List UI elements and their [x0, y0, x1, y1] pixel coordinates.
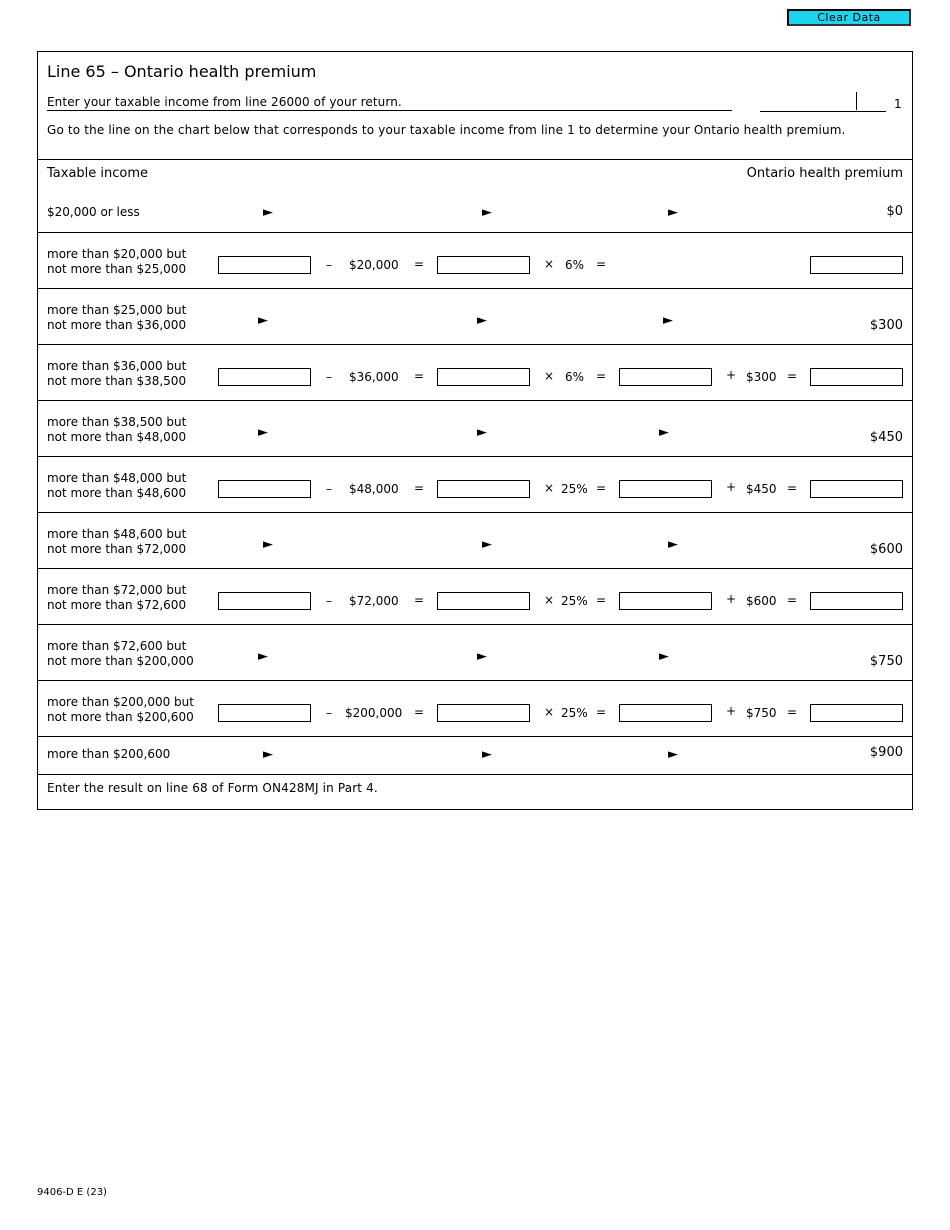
premium-input[interactable] — [810, 592, 903, 610]
premium-amount: $0 — [886, 204, 903, 219]
premium-input[interactable] — [810, 368, 903, 386]
equals-sign: = — [596, 257, 607, 271]
premium-amount: $300 — [869, 318, 903, 333]
income-input[interactable] — [218, 592, 311, 610]
times-sign: × — [544, 257, 555, 271]
income-input[interactable] — [218, 256, 311, 274]
arrow-icon: ► — [659, 425, 669, 440]
bracket-row-5 — [38, 457, 912, 513]
bracket-row-2 — [38, 289, 912, 345]
equals-sign: = — [414, 705, 425, 719]
threshold-amount: $36,000 — [349, 370, 399, 384]
minus-sign: – — [326, 482, 332, 496]
bracket-row-0 — [38, 159, 912, 233]
arrow-icon: ► — [482, 205, 492, 220]
equals-sign: = — [414, 481, 425, 495]
equals-sign: = — [414, 593, 425, 607]
base-amount: $300 — [746, 370, 777, 384]
threshold-amount: $20,000 — [349, 258, 399, 272]
arrow-icon: ► — [263, 747, 273, 762]
rate: 6% — [565, 370, 585, 384]
equals-sign: = — [596, 369, 607, 383]
excess-input[interactable] — [437, 368, 530, 386]
bracket-row-3 — [38, 345, 912, 401]
arrow-icon: ► — [668, 205, 678, 220]
form-footer — [38, 775, 912, 809]
equals-sign: = — [787, 481, 798, 495]
bracket-label: more than $20,000 but not more than $25,000 — [47, 247, 187, 276]
minus-sign: – — [326, 706, 332, 720]
bracket-label: more than $48,000 but not more than $48,600 — [47, 471, 187, 500]
excess-input[interactable] — [437, 592, 530, 610]
premium-calc-input[interactable] — [619, 704, 712, 722]
bracket-row-1 — [38, 233, 912, 289]
plus-sign: + — [726, 592, 737, 606]
rate: 6% — [565, 258, 585, 272]
income-input[interactable] — [218, 480, 311, 498]
premium-amount: $450 — [869, 430, 903, 445]
bracket-label: more than $48,600 but not more than $72,000 — [47, 527, 187, 556]
bracket-row-6 — [38, 513, 912, 569]
bracket-label: $20,000 or less — [47, 205, 140, 219]
ontario-health-premium-form — [37, 51, 913, 810]
excess-input[interactable] — [437, 256, 530, 274]
bracket-label: more than $200,600 — [47, 747, 171, 761]
income-input[interactable] — [218, 704, 311, 722]
arrow-icon: ► — [482, 747, 492, 762]
base-amount: $450 — [746, 482, 777, 496]
arrow-icon: ► — [263, 205, 273, 220]
times-sign: × — [544, 705, 555, 719]
minus-sign: – — [326, 370, 332, 384]
equals-sign: = — [787, 369, 798, 383]
bracket-label: more than $72,000 but not more than $72,600 — [47, 583, 187, 612]
premium-input[interactable] — [810, 704, 903, 722]
threshold-amount: $72,000 — [349, 594, 399, 608]
chart-instruction: Go to the line on the chart below that corresponds to your taxable income from line 1 to determine your Ontario health premium. — [47, 123, 846, 137]
plus-sign: + — [726, 704, 737, 718]
equals-sign: = — [787, 705, 798, 719]
page-title: Line 65 – Ontario health premium — [47, 62, 317, 81]
line-1-number: 1 — [894, 97, 902, 111]
bracket-row-9 — [38, 681, 912, 737]
bracket-row-10 — [38, 737, 912, 775]
health-premium-column-header: Ontario health premium — [746, 166, 903, 181]
premium-input[interactable] — [810, 256, 903, 274]
bracket-label: more than $200,000 but not more than $200,600 — [47, 695, 194, 724]
times-sign: × — [544, 369, 555, 383]
arrow-icon: ► — [477, 425, 487, 440]
bracket-label: more than $72,600 but not more than $200,000 — [47, 639, 194, 668]
arrow-icon: ► — [258, 649, 268, 664]
premium-amount: $900 — [869, 745, 903, 760]
form-header — [38, 52, 912, 160]
equals-sign: = — [414, 257, 425, 271]
equals-sign: = — [414, 369, 425, 383]
equals-sign: = — [596, 705, 607, 719]
rate: 25% — [561, 594, 588, 608]
arrow-icon: ► — [477, 649, 487, 664]
bracket-row-7 — [38, 569, 912, 625]
bracket-label: more than $36,000 but not more than $38,500 — [47, 359, 187, 388]
times-sign: × — [544, 593, 555, 607]
excess-input[interactable] — [437, 480, 530, 498]
arrow-icon: ► — [668, 537, 678, 552]
form-code: 9406-D E (23) — [37, 1187, 107, 1198]
arrow-icon: ► — [482, 537, 492, 552]
premium-amount: $750 — [869, 654, 903, 669]
taxable-income-instruction: Enter your taxable income from line 26000 of your return. — [47, 95, 732, 111]
arrow-icon: ► — [477, 313, 487, 328]
plus-sign: + — [726, 368, 737, 382]
arrow-icon: ► — [663, 313, 673, 328]
minus-sign: – — [326, 594, 332, 608]
bracket-row-4 — [38, 401, 912, 457]
rate: 25% — [561, 706, 588, 720]
premium-calc-input[interactable] — [619, 368, 712, 386]
threshold-amount: $48,000 — [349, 482, 399, 496]
clear-data-button[interactable]: Clear Data — [787, 9, 911, 26]
plus-sign: + — [726, 480, 737, 494]
arrow-icon: ► — [659, 649, 669, 664]
arrow-icon: ► — [668, 747, 678, 762]
income-input[interactable] — [218, 368, 311, 386]
times-sign: × — [544, 481, 555, 495]
arrow-icon: ► — [258, 313, 268, 328]
arrow-icon: ► — [263, 537, 273, 552]
result-instruction: Enter the result on line 68 of Form ON428MJ in Part 4. — [47, 781, 378, 795]
line-1-taxable-income-field[interactable] — [760, 92, 886, 112]
base-amount: $600 — [746, 594, 777, 608]
premium-amount: $600 — [869, 542, 903, 557]
premium-calc-input[interactable] — [619, 480, 712, 498]
premium-input[interactable] — [810, 480, 903, 498]
premium-calc-input[interactable] — [619, 592, 712, 610]
equals-sign: = — [596, 593, 607, 607]
bracket-row-8 — [38, 625, 912, 681]
rate: 25% — [561, 482, 588, 496]
bracket-label: more than $38,500 but not more than $48,000 — [47, 415, 187, 444]
bracket-label: more than $25,000 but not more than $36,000 — [47, 303, 187, 332]
threshold-amount: $200,000 — [345, 706, 403, 720]
equals-sign: = — [596, 481, 607, 495]
base-amount: $750 — [746, 706, 777, 720]
equals-sign: = — [787, 593, 798, 607]
excess-input[interactable] — [437, 704, 530, 722]
arrow-icon: ► — [258, 425, 268, 440]
taxable-income-column-header: Taxable income — [47, 166, 149, 181]
minus-sign: – — [326, 258, 332, 272]
